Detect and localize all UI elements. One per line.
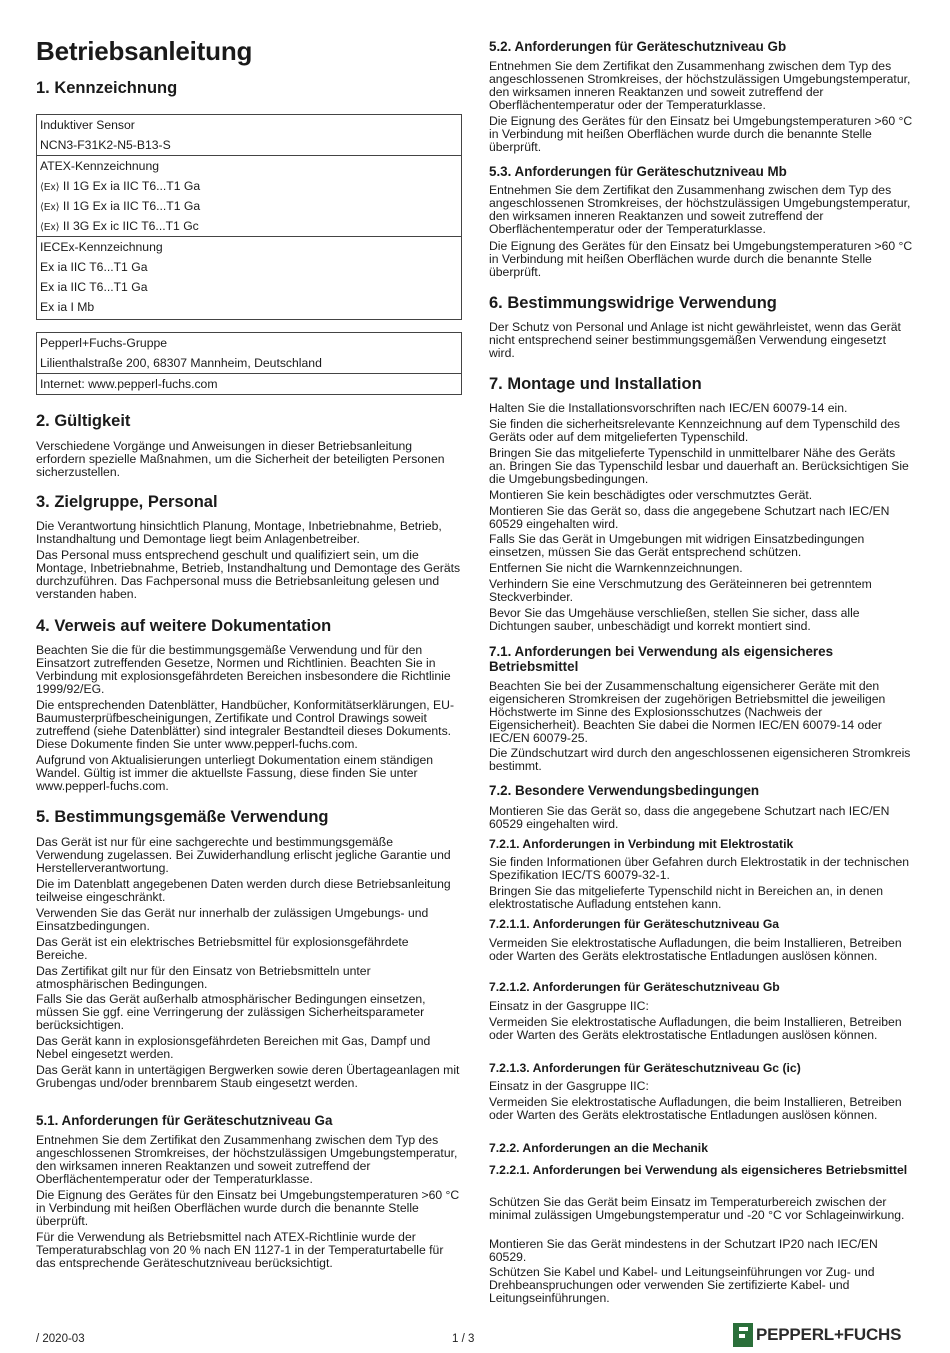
section-4-heading: 4. Verweis auf weitere Dokumentation (36, 617, 332, 635)
marking-row: ⟨Ex⟩ II 1G Ex ia IIC T6...T1 Ga (40, 179, 201, 193)
atex-label: ATEX-Kennzeichnung (37, 155, 461, 176)
marking-row: Ex ia I Mb (40, 300, 95, 314)
paragraph: Beachten Sie bei der Zusammenschaltung eigensicherer Geräte mit den eigensicheren Stromkreisen der zugehörigen Betriebsmittel die jeweiligen Höchstwerte im Sinne des Explosionsschutzes (Nachweis der Eigensicherheit). Beachten Sie dabei die Normen IEC/EN 60079-14 oder IEC/EN 60079-25. (489, 679, 886, 745)
marking-row: Induktiver Sensor (40, 118, 135, 132)
section-7-2-heading: 7.2. Besondere Verwendungsbedingungen (489, 783, 760, 798)
paragraph: Sie finden die sicherheitsrelevante Kennzeichnung auf dem Typenschild des Geräts oder auf dem mitgelieferten Typenschild. (489, 417, 901, 444)
paragraph: Entnehmen Sie dem Zertifikat den Zusammenhang zwischen dem Typ des angeschlossenen Stromkreises, der höchstzulässigen Umgebungstemperatur, den wirksamen inneren Reaktanzen und soweit zutreffend der Oberflächentemperatur oder der Temperaturklasse. (489, 183, 911, 236)
section-7-2-2-1-heading: 7.2.2.1. Anforderungen bei Verwendung als eigensicheres Betriebsmittel (489, 1163, 908, 1177)
manufacturer-box (36, 332, 462, 395)
paragraph: Montieren Sie das Gerät so, dass die angegebene Schutzart nach IEC/EN 60529 eingehalten wird. (489, 804, 890, 831)
ex-symbol-icon: ⟨Ex⟩ (40, 222, 60, 233)
paragraph: Die entsprechenden Datenblätter, Handbücher, Konformitätserklärungen, EU-Baumusterprüfbescheinigungen, Zertifikate und Control Drawings soweit zutreffend (siehe Datenblätter) sind integraler Bestandteil dieses Dokuments. Diese Dokumente finden Sie unter www.pepperl-fuchs.com. (36, 698, 455, 751)
paragraph: Einsatz in der Gasgruppe IIC: (489, 1079, 649, 1093)
paragraph: Beachten Sie die für die bestimmungsgemäße Verwendung und für den Einsatzort zutreffenden Gesetze, Normen und Richtlinien. Beachten Sie in Verbindung mit explosionsgefährdeten Bereichen insbesondere die Richtlinie 1999/92/EG. (36, 643, 451, 696)
paragraph: Vermeiden Sie elektrostatische Aufladungen, die beim Installieren, Betreiben oder Warten des Geräts elektrostatische Entladungen auslösen können. (489, 1095, 902, 1122)
paragraph: Das Gerät kann in untertägigen Bergwerken sowie deren Übertageanlagen mit Grubengas und/oder brennbarem Staub eingesetzt werden. (36, 1063, 460, 1090)
ex-symbol-icon: ⟨Ex⟩ (40, 182, 60, 193)
section-7-1-heading: 7.1. Anforderungen bei Verwendung als eigensicheres Betriebsmittel (489, 644, 834, 674)
marking-row: NCN3-F31K2-N5-B13-S (40, 138, 171, 152)
marking-row: Ex ia IIC T6...T1 Ga (40, 260, 148, 274)
paragraph: Bevor Sie das Umgehäuse verschließen, stellen Sie sicher, dass alle Dichtungen sauber, unbeschädigt und korrekt montiert sind. (489, 606, 860, 633)
marking-row: ⟨Ex⟩ II 1G Ex ia IIC T6...T1 Ga (40, 199, 201, 213)
brand-logo-text: PEPPERL+FUCHS (756, 1325, 902, 1344)
section-5-3-heading: 5.3. Anforderungen für Geräteschutzniveau Mb (489, 164, 787, 179)
ex-symbol-icon: ⟨Ex⟩ (40, 202, 60, 213)
marking-row: Ex ia IIC T6...T1 Ga (40, 280, 148, 294)
paragraph: Bringen Sie das mitgelieferte Typenschild in unmittelbarer Nähe des Geräts an. Bringen Sie das Typenschild lesbar und dauerhaft an. Berücksichtigen Sie die Umgebungsbedingungen. (489, 446, 909, 486)
section-7-heading: 7. Montage und Installation (489, 375, 702, 393)
section-7-2-1-heading: 7.2.1. Anforderungen in Verbindung mit Elektrostatik (489, 837, 794, 851)
paragraph: Aufgrund von Aktualisierungen unterliegt Dokumentation einem ständigen Wandel. Gültig ist immer die aktuellste Fassung, diese finden Sie unter www.pepperl-fuchs.com. (36, 753, 434, 793)
paragraph: Halten Sie die Installationsvorschriften nach IEC/EN 60079-14 ein. (489, 401, 848, 415)
manufacturer-name: Pepperl+Fuchs-Gruppe (40, 336, 168, 350)
paragraph: Das Gerät ist ein elektrisches Betriebsmittel für explosionsgefährdete Bereiche. (36, 935, 409, 962)
paragraph: Für die Verwendung als Betriebsmittel nach ATEX-Richtlinie wurde der Temperaturabschlag von 20 % nach EN 1127-1 in der Temperaturtabelle für das entsprechende Geräteschutzniveau berücksichtigt. (36, 1230, 444, 1270)
paragraph: Das Personal muss entsprechend geschult und qualifiziert sein, um die Montage, Inbetriebnahme, Betrieb, Instandhaltung und Demontage des Geräts durchzuführen. Das Fachpersonal muss die Betriebsanleitung gelesen und verstanden haben. (36, 548, 461, 601)
section-7-2-1-3-heading: 7.2.1.3. Anforderungen für Geräteschutzniveau Gc (ic) (489, 1061, 801, 1075)
paragraph: Vermeiden Sie elektrostatische Aufladungen, die beim Installieren, Betreiben oder Warten des Geräts elektrostatische Entladungen auslösen können. (489, 1015, 902, 1042)
paragraph: Einsatz in der Gasgruppe IIC: (489, 999, 649, 1013)
section-1-heading: 1. Kennzeichnung (36, 79, 178, 97)
paragraph: Die Eignung des Gerätes für den Einsatz bei Umgebungstemperaturen >60 °C in Verbindung mit heißen Oberflächen wurde durch die benannte Stelle überprüft. (489, 114, 913, 154)
paragraph: Verwenden Sie das Gerät nur innerhalb der zulässigen Umgebungs- und Einsatzbedingungen. (36, 906, 429, 933)
paragraph: Falls Sie das Gerät außerhalb atmosphärischer Bedingungen einsetzen, müssen Sie ggf. eine Verringerung der zulässigen Sicherheitsparameter berücksichtigen. (36, 992, 426, 1032)
section-7-2-1-2-heading: 7.2.1.2. Anforderungen für Geräteschutzniveau Gb (489, 980, 780, 994)
paragraph: Die Zündschutzart wird durch den angeschlossenen eigensicheren Stromkreis bestimmt. (489, 746, 911, 773)
iecex-label: IECEx-Kennzeichnung (37, 236, 461, 257)
paragraph: Bringen Sie das mitgelieferte Typenschild nicht in Bereichen an, in denen elektrostatische Aufladung entstehen kann. (489, 884, 884, 911)
paragraph: Die Verantwortung hinsichtlich Planung, Montage, Inbetriebnahme, Betrieb, Instandhaltung und Demontage liegt beim Anlagenbetreiber. (36, 519, 442, 546)
paragraph: Verhindern Sie eine Verschmutzung des Geräteinneren bei getrenntem Steckverbinder. (489, 577, 872, 604)
section-3-heading: 3. Zielgruppe, Personal (36, 493, 218, 511)
paragraph: Entfernen Sie nicht die Warnkennzeichnungen. (489, 561, 743, 575)
brand-logo (733, 1323, 901, 1347)
brand-logo-icon (733, 1323, 753, 1347)
paragraph: Entnehmen Sie dem Zertifikat den Zusammenhang zwischen dem Typ des angeschlossenen Stromkreises, der höchstzulässigen Umgebungstemperatur, den wirksamen inneren Reaktanzen und soweit zutreffend der Oberflächentemperatur oder der Temperaturklasse. (36, 1133, 458, 1186)
section-5-heading: 5. Bestimmungsgemäße Verwendung (36, 808, 329, 826)
paragraph: Sie finden Informationen über Gefahren durch Elektrostatik in der technischen Spezifikation IEC/TS 60079-32-1. (489, 855, 910, 882)
paragraph: Die im Datenblatt angegebenen Daten werden durch diese Betriebsanleitung teilweise eingeschränkt. (36, 877, 451, 904)
section-5-2-heading: 5.2. Anforderungen für Geräteschutzniveau Gb (489, 39, 787, 54)
paragraph: Verschiedene Vorgänge und Anweisungen in dieser Betriebsanleitung erfordern spezielle Maßnahmen, um die Sicherheit der beteiligten Personen sicherzustellen. (36, 439, 445, 479)
footer-date: / 2020-03 (36, 1333, 85, 1345)
manufacturer-address: Lilienthalstraße 200, 68307 Mannheim, Deutschland (40, 356, 322, 370)
section-2-heading: 2. Gültigkeit (36, 412, 131, 430)
paragraph: Die Eignung des Gerätes für den Einsatz bei Umgebungstemperaturen >60 °C in Verbindung mit heißen Oberflächen wurde durch die benannte Stelle überprüft. (489, 239, 913, 279)
section-6-heading: 6. Bestimmungswidrige Verwendung (489, 294, 777, 312)
paragraph: Entnehmen Sie dem Zertifikat den Zusammenhang zwischen dem Typ des angeschlossenen Stromkreises, der höchstzulässigen Umgebungstemperatur, den wirksamen inneren Reaktanzen und soweit zutreffend der Oberflächentemperatur oder der Temperaturklasse. (489, 59, 911, 112)
section-7-2-2-heading: 7.2.2. Anforderungen an die Mechanik (489, 1141, 708, 1155)
paragraph: Montieren Sie kein beschädigtes oder verschmutztes Gerät. (489, 488, 813, 502)
paragraph: Die Eignung des Gerätes für den Einsatz bei Umgebungstemperaturen >60 °C in Verbindung mit heißen Oberflächen wurde durch die benannte Stelle überprüft. (36, 1188, 460, 1228)
paragraph: Der Schutz von Personal und Anlage ist nicht gewährleistet, wenn das Gerät nicht entsprechend seiner bestimmungsgemäßen Verwendung eingesetzt wird. (489, 320, 901, 360)
section-7-2-1-1-heading: 7.2.1.1. Anforderungen für Geräteschutzniveau Ga (489, 917, 780, 931)
section-5-1-heading: 5.1. Anforderungen für Geräteschutzniveau Ga (36, 1113, 333, 1128)
paragraph: Falls Sie das Gerät in Umgebungen mit widrigen Einsatzbedingungen einsetzen, müssen Sie das Gerät entsprechend schützen. (489, 532, 865, 559)
marking-box (36, 114, 462, 320)
paragraph: Montieren Sie das Gerät so, dass die angegebene Schutzart nach IEC/EN 60529 eingehalten wird. (489, 504, 890, 531)
paragraph: Das Gerät ist nur für eine sachgerechte und bestimmungsgemäße Verwendung zugelassen. Bei Zuwiderhandlung erlischt jegliche Garantie und Herstellerverantwortung. (36, 835, 451, 875)
marking-row: ⟨Ex⟩ II 3G Ex ic IIC T6...T1 Gc (40, 219, 199, 233)
footer-page-number: 1 / 3 (452, 1333, 475, 1345)
paragraph: Montieren Sie das Gerät mindestens in der Schutzart IP20 nach IEC/EN 60529. (489, 1237, 878, 1264)
paragraph: Das Zertifikat gilt nur für den Einsatz von Betriebsmitteln unter atmosphärischen Bedingungen. (36, 964, 371, 991)
document-title: Betriebsanleitung (36, 36, 253, 66)
paragraph: Vermeiden Sie elektrostatische Aufladungen, die beim Installieren, Betreiben oder Warten des Geräts elektrostatische Entladungen auslösen können. (489, 936, 902, 963)
manufacturer-web: Internet: www.pepperl-fuchs.com (37, 373, 461, 394)
paragraph: Schützen Sie Kabel und Kabel- und Leitungseinführungen vor Zug- und Drehbeanspruchungen oder verwenden Sie zertifizierte Kabel- und Leitungseinführungen. (489, 1265, 875, 1305)
paragraph: Schützen Sie das Gerät beim Einsatz im Temperaturbereich zwischen der minimal zulässigen Umgebungstemperatur und -20 °C vor Schlageinwirkung. (489, 1195, 905, 1222)
paragraph: Das Gerät kann in explosionsgefährdeten Bereichen mit Gas, Dampf und Nebel eingesetzt werden. (36, 1034, 431, 1061)
